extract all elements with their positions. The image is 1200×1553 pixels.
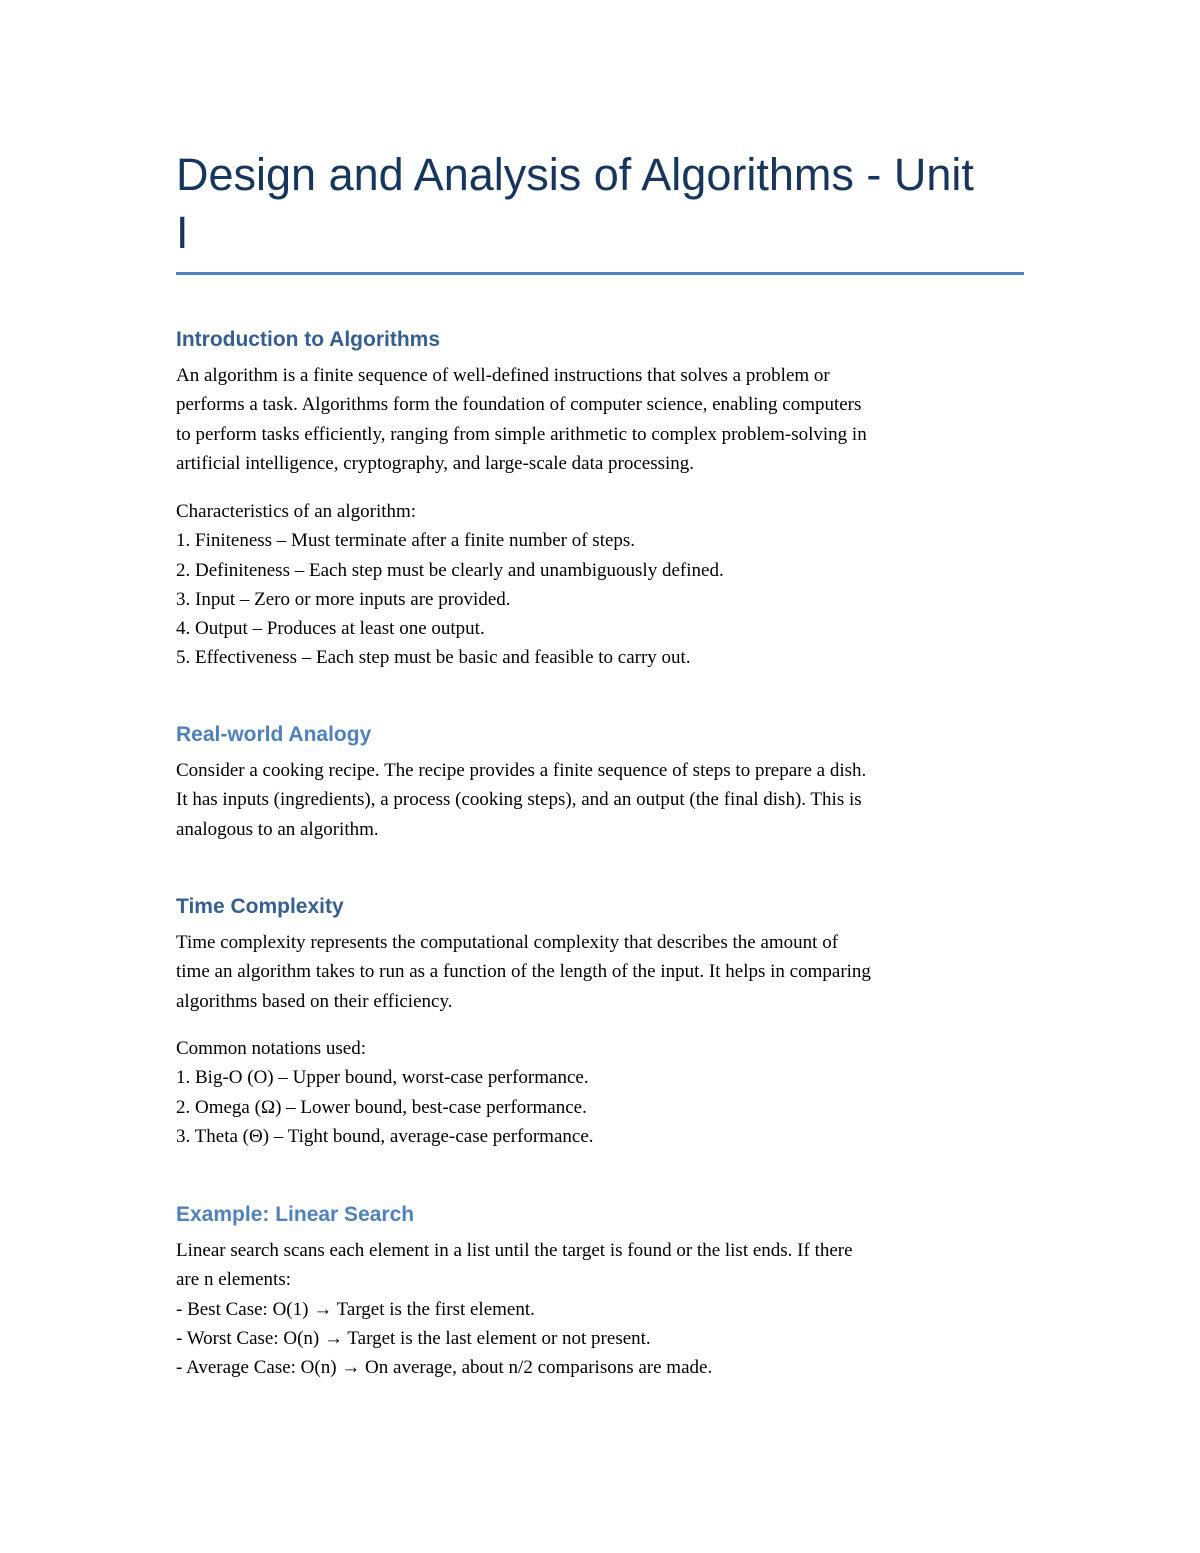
intro-line-1: An algorithm is a finite sequence of well-defined instructions that solves a problem or bbox=[176, 365, 830, 386]
analogy-line-1: Consider a cooking recipe. The recipe provides a finite sequence of steps to prepare a dish. bbox=[176, 760, 867, 781]
list-item: 3. Input – Zero or more inputs are provided. bbox=[176, 588, 511, 610]
title-line-2: I bbox=[176, 207, 189, 258]
characteristics-intro: Characteristics of an algorithm: bbox=[176, 501, 417, 522]
example-line-3: - Best Case: O(1) → Target is the first element. bbox=[176, 1298, 535, 1320]
title-divider bbox=[176, 272, 1024, 275]
document-title bbox=[176, 146, 1024, 262]
heading-example-linear-search: Example: Linear Search bbox=[176, 1203, 415, 1226]
list-item: 5. Effectiveness – Each step must be basic and feasible to carry out. bbox=[176, 647, 691, 669]
complexity-line-2: time an algorithm takes to run as a function of the length of the input. It helps in comparing bbox=[176, 961, 871, 983]
notations-list bbox=[176, 1034, 1024, 1151]
heading-time-complexity: Time Complexity bbox=[176, 895, 344, 918]
analogy-line-2: It has inputs (ingredients), a process (cooking steps), and an output (the final dish). This is bbox=[176, 789, 862, 811]
complexity-line-1: Time complexity represents the computational complexity that describes the amount of bbox=[176, 932, 839, 953]
list-item: 2. Omega (Ω) – Lower bound, best-case performance. bbox=[176, 1096, 587, 1118]
title-line-1: Design and Analysis of Algorithms - Unit bbox=[176, 149, 974, 200]
analogy-line-3: analogous to an algorithm. bbox=[176, 818, 379, 840]
list-item: 1. Big-O (O) – Upper bound, worst-case performance. bbox=[176, 1067, 589, 1089]
complexity-line-3: algorithms based on their efficiency. bbox=[176, 990, 453, 1012]
example-line-4: - Worst Case: O(n) → Target is the last element or not present. bbox=[176, 1327, 651, 1349]
characteristics-list bbox=[176, 497, 1024, 673]
intro-line-2: performs a task. Algorithms form the foundation of computer science, enabling computers bbox=[176, 394, 862, 416]
example-line-1: Linear search scans each element in a list until the target is found or the list ends. If there bbox=[176, 1240, 853, 1261]
example-paragraph bbox=[176, 1236, 1024, 1382]
intro-paragraph bbox=[176, 361, 1024, 478]
analogy-paragraph bbox=[176, 756, 1024, 844]
complexity-paragraph bbox=[176, 928, 1024, 1016]
list-item: 2. Definiteness – Each step must be clearly and unambiguously defined. bbox=[176, 559, 724, 581]
heading-analogy: Real-world Analogy bbox=[176, 723, 372, 746]
notations-intro: Common notations used: bbox=[176, 1038, 366, 1059]
list-item: 3. Theta (Θ) – Tight bound, average-case performance. bbox=[176, 1125, 594, 1147]
heading-introduction: Introduction to Algorithms bbox=[176, 328, 441, 351]
list-item: 1. Finiteness – Must terminate after a finite number of steps. bbox=[176, 530, 636, 552]
intro-line-4: artificial intelligence, cryptography, and large-scale data processing. bbox=[176, 452, 695, 474]
intro-line-3: to perform tasks efficiently, ranging from simple arithmetic to complex problem-solving in bbox=[176, 423, 867, 445]
example-line-5: - Average Case: O(n) → On average, about n/2 comparisons are made. bbox=[176, 1357, 713, 1379]
example-line-2: are n elements: bbox=[176, 1269, 292, 1291]
list-item: 4. Output – Produces at least one output. bbox=[176, 618, 485, 640]
